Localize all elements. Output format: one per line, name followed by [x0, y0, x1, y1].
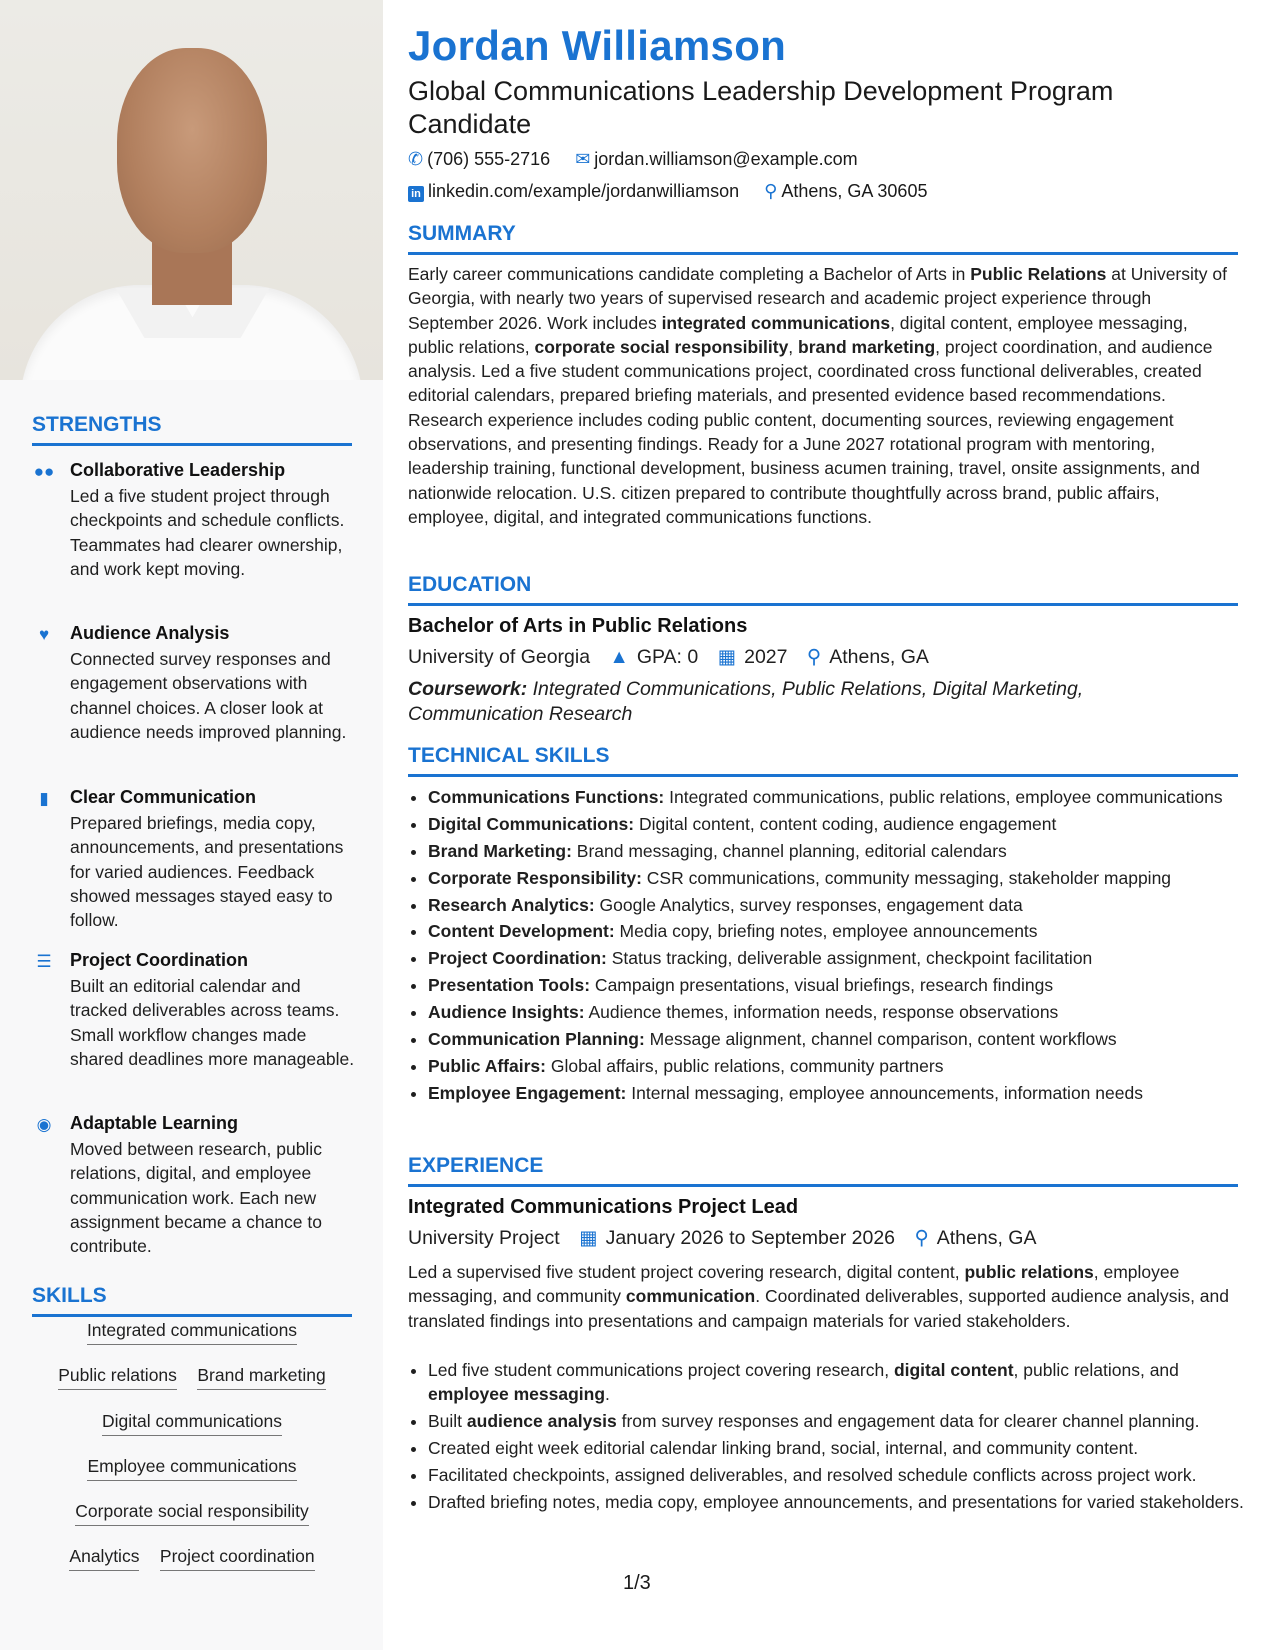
- heart-icon: ♥: [38, 625, 50, 644]
- list-item: • Audience Insights: Audience themes, information needs, response observations: [428, 1000, 1258, 1024]
- experience-bullets: [408, 1358, 1258, 1517]
- list-item: • Facilitated checkpoints, assigned deliverables, and resolved schedule conflicts across project work.: [428, 1463, 1258, 1487]
- organization: University Project: [408, 1227, 560, 1249]
- strength-title: Adaptable Learning: [70, 1113, 239, 1133]
- list-item: • Employee Engagement: Internal messaging, employee announcements, information needs: [428, 1081, 1258, 1105]
- strength-desc: Prepared briefings, media copy, announcements, and presentations for varied audiences. Feedback showed messages stayed easy to follow.: [70, 813, 344, 931]
- experience-meta: [408, 1226, 1050, 1250]
- strength-desc: Connected survey responses and engagement observations with channel choices. A closer look at audience needs improved planning.: [70, 649, 347, 742]
- skill-chip: Employee communications: [87, 1456, 296, 1481]
- sidebar: [0, 0, 383, 1650]
- school: University of Georgia: [408, 646, 591, 668]
- list-item: • Research Analytics: Google Analytics, survey responses, engagement data: [428, 893, 1258, 917]
- list-check-icon: ☰: [36, 952, 52, 971]
- phone[interactable]: (706) 555-2716: [427, 149, 551, 169]
- skill-chip: Brand marketing: [197, 1365, 325, 1390]
- location-icon: ⚲: [806, 646, 822, 668]
- experience-heading: EXPERIENCE: [408, 1154, 1238, 1187]
- calendar-icon: ▦: [717, 646, 737, 668]
- contact-row-2: [408, 181, 947, 202]
- skill-chip: Corporate social responsibility: [75, 1501, 308, 1526]
- list-item: • Communication Planning: Message alignment, channel comparison, content workflows: [428, 1027, 1258, 1051]
- gpa: GPA: 0: [636, 646, 699, 668]
- phone-icon: ✆: [408, 149, 424, 169]
- list-item: • Public Affairs: Global affairs, public relations, community partners: [428, 1054, 1258, 1078]
- summary-heading: SUMMARY: [408, 222, 1238, 255]
- location-icon: ⚲: [764, 181, 778, 201]
- users-icon: ●●: [33, 462, 55, 481]
- calendar-icon: ▦: [579, 1227, 598, 1249]
- location: Athens, GA 30605: [781, 181, 928, 201]
- graduation-cap-icon: ▲: [609, 646, 629, 668]
- list-item: • Content Development: Media copy, briefing notes, employee announcements: [428, 919, 1258, 943]
- page-number: 1/3: [623, 1572, 651, 1594]
- grad-year: 2027: [744, 646, 788, 668]
- edu-location: Athens, GA: [829, 646, 929, 668]
- location-icon: ⚲: [914, 1227, 929, 1249]
- comments-icon: ▮: [39, 789, 49, 808]
- job-location: Athens, GA: [936, 1227, 1037, 1249]
- strength-title: Collaborative Leadership: [70, 460, 286, 480]
- skill-chip: Analytics: [69, 1546, 139, 1571]
- list-item: • Presentation Tools: Campaign presentations, visual briefings, research findings: [428, 973, 1258, 997]
- education-heading: EDUCATION: [408, 573, 1238, 606]
- strength-title: Clear Communication: [70, 787, 257, 807]
- list-item: • Drafted briefing notes, media copy, employee announcements, and presentations for varied stakeholders.: [428, 1490, 1258, 1514]
- list-item: • Project Coordination: Status tracking, deliverable assignment, checkpoint facilitation: [428, 946, 1258, 970]
- strength-desc: Built an editorial calendar and tracked deliverables across teams. Small workflow changes made shared deadlines more manageable.: [70, 976, 355, 1069]
- list-item: • Built audience analysis from survey responses and engagement data for clearer channel planning.: [428, 1409, 1258, 1433]
- strength-title: Audience Analysis: [70, 623, 230, 643]
- job-title: Integrated Communications Project Lead: [408, 1196, 799, 1218]
- linkedin-icon: in: [408, 186, 424, 202]
- email[interactable]: jordan.williamson@example.com: [594, 149, 858, 169]
- coursework: Coursework: Integrated Communications, Public Relations, Digital Marketing, Communication Research: [408, 678, 1084, 725]
- linkedin-link[interactable]: linkedin.com/example/jordanwilliamson: [428, 181, 740, 201]
- skill-chip: Integrated communications: [87, 1320, 297, 1345]
- list-item: • Communications Functions: Integrated communications, public relations, employee communications: [428, 785, 1258, 809]
- list-item: • Led five student communications project covering research, digital content, public relations, and employee messaging.: [428, 1358, 1258, 1407]
- list-item: • Digital Communications: Digital content, content coding, audience engagement: [428, 812, 1258, 836]
- strength-desc: Led a five student project through checkpoints and schedule conflicts. Teammates had clearer ownership, and work kept moving.: [70, 486, 345, 579]
- contact-row-1: [408, 149, 878, 170]
- summary-text: Early career communications candidate completing a Bachelor of Arts in Public Relations at University of Georgia, with nearly two years of supervised research and academic project experience through September 2026. Work includes integrated communications, digital content, employee messaging, public relations, corporate social responsibility, brand marketing, project coordination, and audience analysis. Led a five student communications project, coordinated cross functional deliverables, created editorial calendars, prepared briefing materials, and presented evidence based recommendations. Research experience includes coding public content, documenting sources, reviewing engagement observations, and presenting findings. Ready for a June 2027 rotational program with mentoring, leadership training, functional development, business acumen training, travel, onsite assignments, and nationwide relocation. U.S. citizen prepared to contribute thoughtfully across brand, public affairs, employee, digital, and integrated communications functions.: [408, 264, 1227, 527]
- strength-title: Project Coordination: [70, 950, 249, 970]
- list-item: • Corporate Responsibility: CSR communications, community messaging, stakeholder mapping: [428, 866, 1258, 890]
- strengths-heading: STRENGTHS: [32, 413, 352, 446]
- lightbulb-icon: ◉: [36, 1115, 52, 1134]
- list-item: • Created eight week editorial calendar linking brand, social, internal, and community content.: [428, 1436, 1258, 1460]
- email-icon: ✉: [575, 149, 591, 169]
- candidate-role: Global Communications Leadership Development Program Candidate: [408, 76, 1114, 139]
- list-item: • Brand Marketing: Brand messaging, channel planning, editorial calendars: [428, 839, 1258, 863]
- experience-description: Led a supervised five student project covering research, digital content, public relations, employee messaging, and community communication. Coordinated deliverables, supported audience analysis, and translated findings into presentations and campaign materials for varied stakeholders.: [408, 1262, 1230, 1331]
- job-dates: January 2026 to September 2026: [605, 1227, 896, 1249]
- education-meta: [408, 645, 943, 669]
- technical-skills-list: [408, 785, 1258, 1108]
- skill-chip: Project coordination: [160, 1546, 315, 1571]
- skills-heading: SKILLS: [32, 1284, 352, 1317]
- skill-chip: Digital communications: [102, 1411, 282, 1436]
- candidate-name: Jordan Williamson: [408, 22, 787, 69]
- strength-desc: Moved between research, public relations, digital, and employee communication work. Each new assignment became a chance to contribute.: [70, 1139, 322, 1257]
- technical-skills-heading: TECHNICAL SKILLS: [408, 744, 1238, 777]
- profile-photo: [0, 0, 383, 380]
- skill-chip: Public relations: [58, 1365, 177, 1390]
- degree: Bachelor of Arts in Public Relations: [408, 615, 748, 637]
